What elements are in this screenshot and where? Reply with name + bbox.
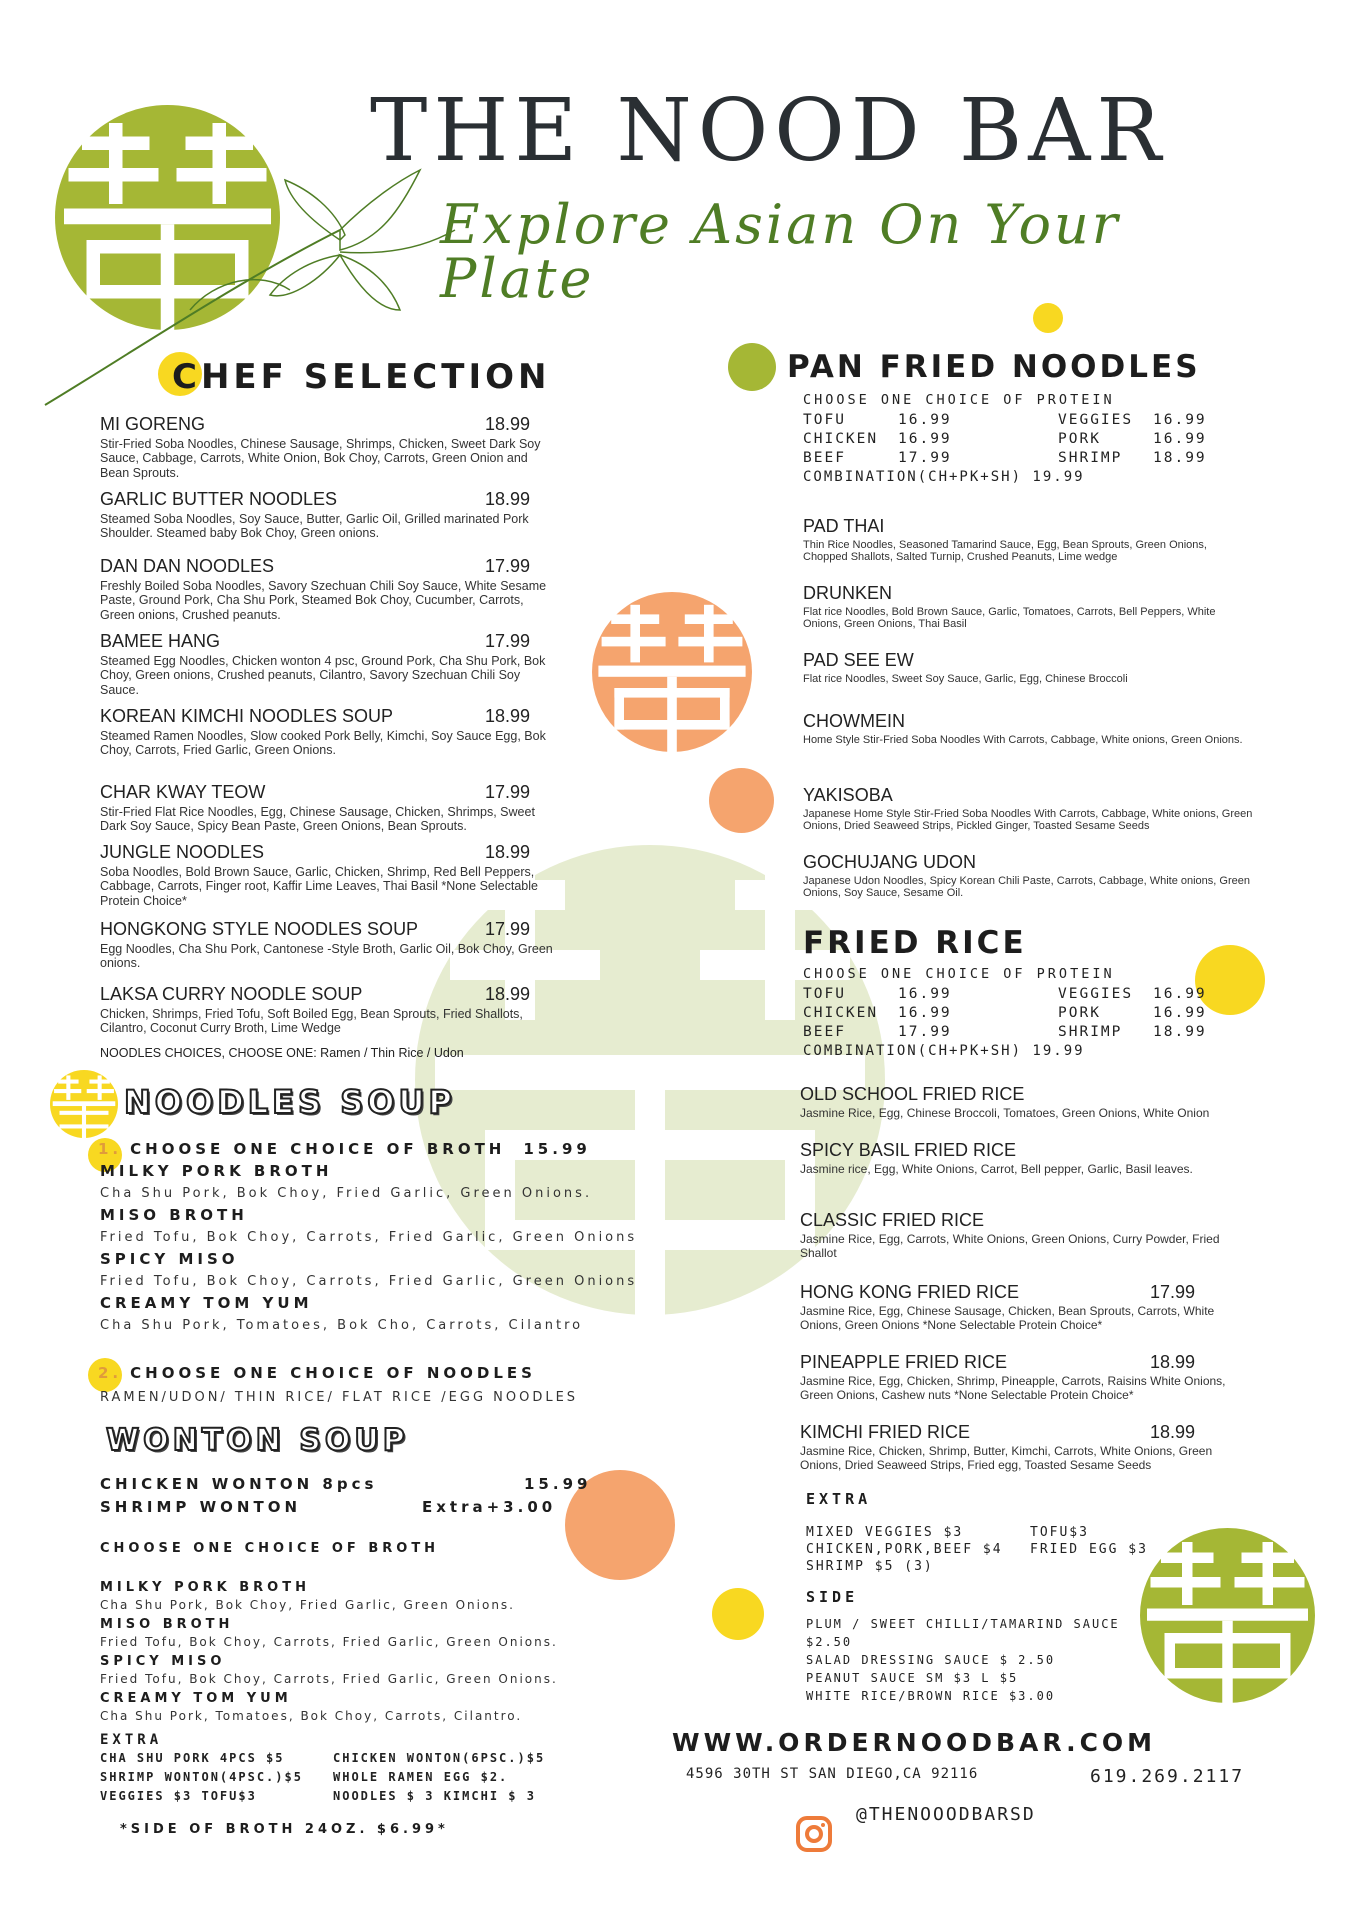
chef-item-desc: Freshly Boiled Soba Noodles, Savory Szechuan Chili Soy Sauce, White Sesame Paste, Ground Pork, Cha Shu Pork, Steamed Bok Choy, Cucumber, Carrots, Green onions, Crushed peanuts. (100, 578, 547, 622)
chef-item-desc: Steamed Soba Noodles, Soy Sauce, Butter, Garlic Oil, Grilled marinated Pork Shoulder. Steamed baby Bok Choy, Green onions. (100, 511, 529, 541)
fried-rice-item-desc: Jasmine Rice, Egg, Carrots, White Onions, Green Onions, Curry Powder, Fried Shallot (800, 1231, 1220, 1260)
step-1-row (98, 1140, 591, 1158)
chef-item-name: CHAR KWAY TEOW (100, 782, 266, 802)
wonton-broth-name: MISO BROTH (100, 1617, 234, 1632)
chef-item-name: BAMEE HANG (100, 631, 221, 651)
chef-item-header (100, 707, 560, 727)
pan-fried-item-header (803, 853, 1253, 873)
chef-item (100, 557, 560, 622)
soup-broth-name: MILKY PORK BROTH (100, 1162, 333, 1180)
fried-rice-item-desc: Jasmine Rice, Egg, Chinese Sausage, Chicken, Bean Sprouts, Carrots, White Onions, Green Onions *None Selectable Protein Choice* (800, 1303, 1215, 1332)
chef-item-price: 17.99 (484, 556, 530, 576)
pan-fried-item (803, 853, 1253, 900)
protein-name: BEEF (803, 449, 846, 466)
chef-item-price: 18.99 (484, 414, 530, 434)
fried-rice-item (800, 1211, 1255, 1260)
fried-rice-heading: FRIED RICE (803, 925, 1027, 961)
fried-rice-item-header (800, 1353, 1255, 1373)
chicken-wonton-price: 15.99 (524, 1475, 592, 1493)
noodles-soup-heading: NOODLES SOUP (124, 1083, 456, 1121)
protein-row (803, 429, 1207, 448)
chef-item-header (100, 632, 560, 652)
fried-rice-item-name: HONG KONG FRIED RICE (800, 1282, 1020, 1302)
side-line: SALAD DRESSING SAUCE $ 2.50 (806, 1653, 1056, 1667)
wonton-broth-desc: Fried Tofu, Bok Choy, Carrots, Fried Garlic, Green Onions. (100, 1672, 558, 1686)
pan-fried-item-name: CHOWMEIN (803, 711, 905, 731)
tagline: Explore Asian On Your Plate (440, 193, 1121, 310)
pan-fried-item-header (803, 584, 1253, 604)
side-line: PLUM / SWEET CHILLI/TAMARIND SAUCE (806, 1617, 1120, 1631)
pan-fried-item-header (803, 712, 1253, 732)
pan-fried-combo: COMBINATION(CH+PK+SH) 19.99 (803, 469, 1085, 485)
shrimp-wonton-price: Extra+3.00 (422, 1498, 557, 1516)
protein-price: 17.99 (898, 449, 952, 466)
wonton-broth-desc: Cha Shu Pork, Tomatoes, Bok Choy, Carrots, Cilantro. (100, 1709, 523, 1723)
extra-right-item: SHRIMP $5 (3) (806, 1559, 934, 1574)
pan-fried-item-desc: Japanese Udon Noodles, Spicy Korean Chili Paste, Carrots, Cabbage, White onions, Green Onions, Soy Sauce, Sesame Oil. (803, 874, 1250, 900)
chef-item (100, 783, 560, 834)
fried-rice-protein-table (803, 984, 1207, 1041)
chef-item-desc: Stir-Fried Flat Rice Noodles, Egg, Chinese Sausage, Chicken, Shrimps, Sweet Dark Soy Sauce, Spicy Bean Paste, Green Onions, Bean Sprouts. (100, 804, 535, 834)
chef-item (100, 843, 560, 908)
protein-row (803, 1022, 1207, 1041)
wonton-soup-heading: WONTON SOUP (106, 1423, 409, 1458)
pan-fried-item-desc: Flat rice Noodles, Sweet Soy Sauce, Garlic, Egg, Chinese Broccoli (803, 672, 1128, 685)
protein-name: PORK (1058, 1004, 1101, 1021)
wonton-broth-label: CHOOSE ONE CHOICE OF BROTH (100, 1541, 440, 1556)
instagram-icon[interactable] (795, 1815, 833, 1853)
pan-fried-protein-table (803, 410, 1207, 467)
protein-price: 18.99 (1153, 449, 1207, 466)
wonton-extra-item: WHOLE RAMEN EGG $2. (333, 1770, 509, 1784)
protein-price: 17.99 (898, 1023, 952, 1040)
address: 4596 30TH ST SAN DIEGO,CA 92116 (686, 1766, 979, 1782)
instagram-handle[interactable]: @THENOOODBARSD (856, 1804, 1036, 1825)
protein-price: 16.99 (898, 411, 952, 428)
restaurant-title: THE NOOD BAR (370, 81, 1168, 181)
shrimp-wonton-label: SHRIMP WONTON (100, 1498, 302, 1516)
protein-price: 16.99 (1153, 1004, 1207, 1021)
olive-dot (728, 343, 776, 391)
pan-fried-item-desc: Thin Rice Noodles, Seasoned Tamarind Sauce, Egg, Bean Sprouts, Green Onions, Chopped Shallots, Salted Turnip, Crushed Peanuts, Lime wedge (803, 538, 1207, 564)
pan-fried-item (803, 786, 1253, 833)
extra-right-item: FRIED EGG $3 (1030, 1542, 1148, 1557)
chef-item-desc: Soba Noodles, Bold Brown Sauce, Garlic, Chicken, Shrimp, Red Bell Peppers, Cabbage, Carrots, Finger root, Kaffir Lime Leaves, Thai Basil *None Selectable Protein Choice* (100, 864, 538, 908)
chef-item-desc: Stir-Fried Soba Noodles, Chinese Sausage, Shrimps, Chicken, Sweet Dark Soy Sauce, Cabbage, Carrots, White Onion, Bok Choy, Carrots, Green Onion and Bean Sprouts. (100, 436, 541, 480)
fried-rice-combo: COMBINATION(CH+PK+SH) 19.99 (803, 1043, 1085, 1059)
protein-price: 18.99 (1153, 1023, 1207, 1040)
protein-name: VEGGIES (1058, 411, 1134, 428)
fried-rice-item-name: KIMCHI FRIED RICE (800, 1422, 971, 1442)
fried-rice-item (800, 1423, 1255, 1472)
wonton-broth-desc: Cha Shu Pork, Bok Choy, Fried Garlic, Green Onions. (100, 1598, 515, 1612)
fried-rice-item (800, 1283, 1255, 1332)
chef-item-price: 17.99 (484, 631, 530, 651)
pan-fried-item-header (803, 517, 1253, 537)
chef-item (100, 415, 560, 480)
chef-item-name: JUNGLE NOODLES (100, 842, 265, 862)
side-of-broth-note: *SIDE OF BROTH 24OZ. $6.99* (120, 1822, 449, 1837)
chef-item-header (100, 843, 560, 863)
chef-item-header (100, 490, 560, 510)
fried-rice-item-name: OLD SCHOOL FRIED RICE (800, 1084, 1025, 1104)
wonton-broth-name: SPICY MISO (100, 1654, 226, 1669)
chef-item-desc: Egg Noodles, Cha Shu Pork, Cantonese -Style Broth, Garlic Oil, Bok Choy, Green onions. (100, 941, 553, 971)
wonton-extra-item: SHRIMP WONTON(4PSC.)$5 (100, 1770, 303, 1784)
chef-item-header (100, 985, 560, 1005)
chef-item-header (100, 783, 560, 803)
fried-rice-item-desc: Jasmine Rice, Chicken, Shrimp, Butter, Kimchi, Carrots, White Onions, Green Onions, Dried Seaweed Strips, Fried egg, Toasted Sesame Seeds (800, 1443, 1213, 1472)
protein-row (803, 410, 1207, 429)
fried-rice-item-price: 18.99 (1149, 1352, 1195, 1372)
chef-item-header (100, 557, 560, 577)
protein-name: TOFU (803, 411, 846, 428)
soup-broth-desc: Fried Tofu, Bok Choy, Carrots, Fried Garlic, Green Onions (100, 1274, 638, 1289)
chef-selection-heading: CHEF SELECTION (172, 357, 551, 397)
chef-item-price: 18.99 (484, 489, 530, 509)
chef-item-name: KOREAN KIMCHI NOODLES SOUP (100, 706, 394, 726)
chef-item-price: 18.99 (484, 706, 530, 726)
extra-right-item: CHICKEN,PORK,BEEF $4 (806, 1542, 1003, 1557)
pan-fried-noodles-heading: PAN FRIED NOODLES (787, 349, 1201, 385)
fried-rice-item-header (800, 1141, 1255, 1161)
orange-dot (709, 768, 774, 833)
fried-rice-item (800, 1085, 1255, 1121)
phone[interactable]: 619.269.2117 (1090, 1766, 1245, 1787)
soup-broth-name: CREAMY TOM YUM (100, 1294, 313, 1312)
chef-item-name: MI GORENG (100, 414, 206, 434)
pan-fried-item (803, 517, 1253, 564)
protein-price: 16.99 (1153, 411, 1207, 428)
fried-rice-item (800, 1141, 1255, 1177)
chef-item-header (100, 920, 560, 940)
chef-item-price: 18.99 (484, 984, 530, 1004)
chef-item (100, 490, 560, 541)
wonton-extra-item: CHA SHU PORK 4PCS $5 (100, 1751, 285, 1765)
chef-item (100, 707, 560, 758)
double-happiness-yellow-icon (50, 1070, 118, 1138)
wonton-broth-name: MILKY PORK BROTH (100, 1580, 310, 1595)
wonton-extra-title: EXTRA (100, 1732, 163, 1748)
protein-price: 16.99 (898, 430, 952, 447)
side-line: PEANUT SAUCE SM $3 L $5 (806, 1671, 1019, 1685)
chef-item-name: HONGKONG STYLE NOODLES SOUP (100, 919, 419, 939)
chef-item-desc: Chicken, Shrimps, Fried Tofu, Soft Boiled Egg, Bean Sprouts, Fried Shallots, Cilantro, Coconut Curry Broth, Lime Wedge (100, 1006, 523, 1036)
protein-row (803, 448, 1207, 467)
chef-item-price: 17.99 (484, 782, 530, 802)
pan-fried-item (803, 651, 1253, 685)
wonton-extra-item: VEGGIES $3 TOFU$3 (100, 1789, 257, 1803)
fried-rice-item-price: 18.99 (1149, 1422, 1195, 1442)
step-2-label: CHOOSE ONE CHOICE OF NOODLES (130, 1364, 536, 1382)
protein-name: VEGGIES (1058, 985, 1134, 1002)
protein-price: 16.99 (898, 985, 952, 1002)
extra-right-title: EXTRA (806, 1490, 872, 1508)
protein-row (803, 984, 1207, 1003)
step-2-number: 2. (98, 1364, 123, 1382)
protein-row (803, 1003, 1207, 1022)
protein-price: 16.99 (1153, 430, 1207, 447)
protein-name: BEEF (803, 1023, 846, 1040)
fried-rice-item-name: PINEAPPLE FRIED RICE (800, 1352, 1008, 1372)
pan-fried-item-name: PAD SEE EW (803, 650, 914, 670)
soup-broth-name: MISO BROTH (100, 1206, 248, 1224)
step-2-row (98, 1364, 536, 1382)
soup-broth-name: SPICY MISO (100, 1250, 239, 1268)
pan-fried-item-header (803, 651, 1253, 671)
protein-name: PORK (1058, 430, 1101, 447)
pan-fried-item (803, 584, 1253, 631)
side-title: SIDE (806, 1588, 859, 1606)
protein-name: CHICKEN (803, 1004, 879, 1021)
chef-item-header (100, 415, 560, 435)
yellow-dot (1033, 303, 1063, 333)
fried-rice-item-header (800, 1211, 1255, 1231)
fried-rice-item-desc: Jasmine rice, Egg, White Onions, Carrot, Bell pepper, Garlic, Basil leaves. (800, 1161, 1193, 1176)
chef-item (100, 920, 560, 971)
pan-fried-item-desc: Flat rice Noodles, Bold Brown Sauce, Garlic, Tomatoes, Carrots, Bell Peppers, White Onions, Green Onions, Thai Basil (803, 605, 1216, 631)
fried-rice-item-header (800, 1085, 1255, 1105)
chef-item-name: LAKSA CURRY NOODLE SOUP (100, 984, 363, 1004)
wonton-broth-desc: Fried Tofu, Bok Choy, Carrots, Fried Garlic, Green Onions. (100, 1635, 558, 1649)
chicken-wonton-label: CHICKEN WONTON 8pcs (100, 1475, 378, 1493)
step-1-label: CHOOSE ONE CHOICE OF BROTH (130, 1140, 506, 1158)
protein-name: SHRIMP (1058, 1023, 1123, 1040)
step-1-number: 1. (98, 1140, 123, 1158)
pan-fried-item (803, 712, 1253, 746)
chef-item (100, 985, 560, 1036)
pan-fried-item-header (803, 786, 1253, 806)
chef-item-desc: Steamed Egg Noodles, Chicken wonton 4 psc, Ground Pork, Cha Shu Pork, Bok Choy, Green onions, Crushed peanuts, Cilantro, Savory Szechuan Chili Soy Sauce. (100, 653, 546, 697)
fried-rice-item-name: SPICY BASIL FRIED RICE (800, 1140, 1017, 1160)
fried-rice-item-header (800, 1283, 1255, 1303)
chef-item-price: 17.99 (484, 919, 530, 939)
soup-broth-desc: Cha Shu Pork, Bok Choy, Fried Garlic, Green Onions. (100, 1186, 593, 1201)
wonton-extra-item: CHICKEN WONTON(6PSC.)$5 (333, 1751, 546, 1765)
pan-fried-item-name: PAD THAI (803, 516, 885, 536)
fried-rice-item-header (800, 1423, 1255, 1443)
fried-rice-item-desc: Jasmine Rice, Egg, Chicken, Shrimp, Pineapple, Carrots, Raisins White Onions, Green Onions, Cashew nuts *None Selectable Protein Choice* (800, 1373, 1226, 1402)
fried-rice-item-name: CLASSIC FRIED RICE (800, 1210, 985, 1230)
pan-fried-item-desc: Japanese Home Style Stir-Fried Soba Noodles With Carrots, Cabbage, White onions, Green Onions, Dried Seaweed Strips, Pickled Ginger, Toasted Sesame Seeds (803, 807, 1253, 833)
pan-fried-item-name: YAKISOBA (803, 785, 893, 805)
pan-fried-item-name: GOCHUJANG UDON (803, 852, 977, 872)
chef-item-name: GARLIC BUTTER NOODLES (100, 489, 338, 509)
website-link[interactable]: WWW.ORDERNOODBAR.COM (672, 1728, 1157, 1757)
fried-rice-item-price: 17.99 (1149, 1282, 1195, 1302)
wonton-extra-item: NOODLES $ 3 KIMCHI $ 3 (333, 1789, 536, 1803)
chef-item-price: 18.99 (484, 842, 530, 862)
step-2-options: RAMEN/UDON/ THIN RICE/ FLAT RICE /EGG NOODLES (100, 1390, 579, 1405)
step-1-price: 15.99 (523, 1140, 591, 1158)
chef-item-name: DAN DAN NOODLES (100, 556, 275, 576)
wonton-line-2 (100, 1498, 580, 1516)
pan-fried-item-desc: Home Style Stir-Fried Soba Noodles With Carrots, Cabbage, White onions, Green Onions. (803, 733, 1243, 746)
protein-name: TOFU (803, 985, 846, 1002)
yellow-dot (712, 1588, 764, 1640)
fried-rice-item-desc: Jasmine Rice, Egg, Chinese Broccoli, Tomatoes, Green Onions, White Onion (800, 1105, 1210, 1120)
noodle-choices-note: NOODLES CHOICES, CHOOSE ONE: Ramen / Thin Rice / Udon (100, 1046, 464, 1060)
extra-right-item: TOFU$3 (1030, 1525, 1089, 1540)
protein-name: SHRIMP (1058, 449, 1123, 466)
side-line: WHITE RICE/BROWN RICE $3.00 (806, 1689, 1056, 1703)
protein-price: 16.99 (1153, 985, 1207, 1002)
pan-fried-protein-label: CHOOSE ONE CHOICE OF PROTEIN (803, 392, 1115, 408)
soup-broth-desc: Fried Tofu, Bok Choy, Carrots, Fried Garlic, Green Onions (100, 1230, 638, 1245)
protein-name: CHICKEN (803, 430, 879, 447)
protein-price: 16.99 (898, 1004, 952, 1021)
double-happiness-olive-bottom-icon (1140, 1528, 1315, 1703)
extra-right-item: MIXED VEGGIES $3 (806, 1525, 964, 1540)
wonton-line-1 (100, 1475, 592, 1493)
chef-item (100, 632, 560, 697)
pan-fried-item-name: DRUNKEN (803, 583, 893, 603)
fried-rice-item (800, 1353, 1255, 1402)
double-happiness-orange-icon (592, 592, 752, 752)
side-line: $2.50 (806, 1635, 853, 1649)
chef-item-desc: Steamed Ramen Noodles, Slow cooked Pork Belly, Kimchi, Soy Sauce Egg, Bok Choy, Carrots, Fried Garlic, Green Onions. (100, 728, 546, 758)
soup-broth-desc: Cha Shu Pork, Tomatoes, Bok Cho, Carrots, Cilantro (100, 1318, 584, 1333)
wonton-broth-name: CREAMY TOM YUM (100, 1691, 292, 1706)
fried-rice-protein-label: CHOOSE ONE CHOICE OF PROTEIN (803, 966, 1115, 982)
